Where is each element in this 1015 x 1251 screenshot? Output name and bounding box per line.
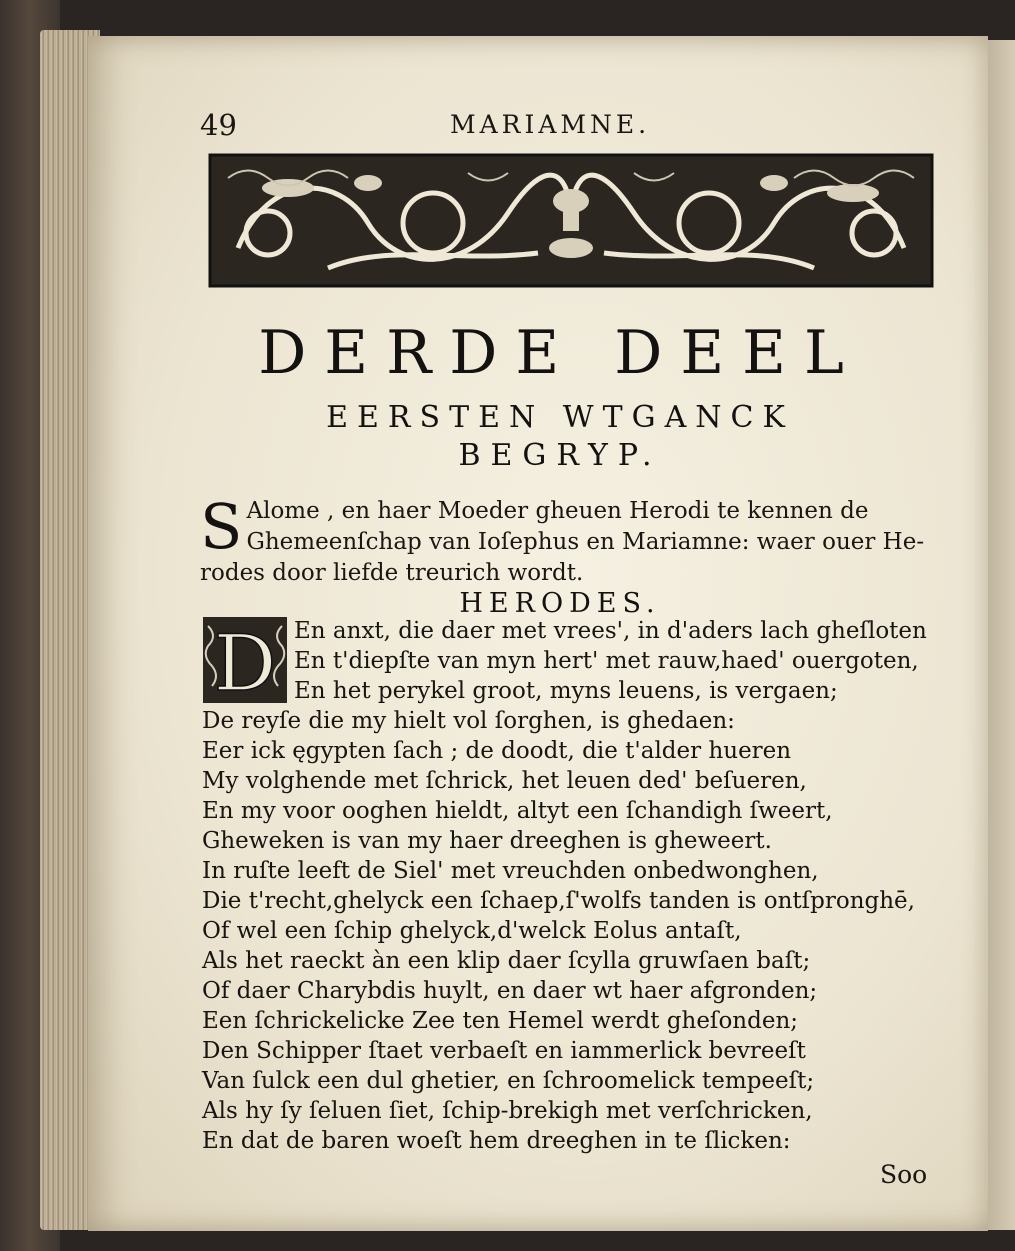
ornamental-headpiece <box>208 153 934 288</box>
verse-line: En het perykel groot, myns leuens, is vergaen; <box>294 678 838 704</box>
page-number: 49 <box>200 108 237 142</box>
argument-line-2: Ghemeenſchap van Ioſephus en Mariamne: waer ouer He- <box>246 529 925 555</box>
verse-line: My volghende met ſchrick, het leuen ded' beſueren, <box>202 768 807 794</box>
speaker-name: HERODES. <box>459 588 661 619</box>
verse-line: Of wel een ſchip ghelyck,d'welck Eolus antaſt, <box>202 918 742 944</box>
verse-line: Den Schipper ſtaet verbaeſt en iammerlick bevreeſt <box>202 1038 806 1064</box>
verse-line: Als hy ſy ſeluen ſiet, ſchip-brekigh met verſchricken, <box>202 1098 813 1124</box>
verse-line: En t'diepſte van myn hert' met rauw,haed' ouergoten, <box>294 648 919 674</box>
verse-line: Een ſchrickelicke Zee ten Hemel werdt gheſonden; <box>202 1008 799 1034</box>
running-head <box>200 108 920 144</box>
section-title: DERDE DEEL <box>258 318 862 388</box>
verse-line: Van ſulck een dul ghetier, en ſchroomelick tempeeſt; <box>202 1068 815 1094</box>
section-subtitle-2: BEGRYP. <box>458 438 662 473</box>
verse-line: En dat de baren woeſt hem dreeghen in te ſlicken: <box>202 1128 791 1154</box>
verse-line: Als het raeckt àn een klip daer ſcylla gruwſaen baſt; <box>202 948 811 974</box>
verse-line: En anxt, die daer met vrees', in d'aders lach gheſloten <box>294 618 927 644</box>
argument-line-3: rodes door liefde treurich wordt. <box>200 560 584 586</box>
verse-line: En my voor ooghen hieldt, altyt een ſchandigh ſweert, <box>202 798 833 824</box>
catchword: Soo <box>880 1160 928 1189</box>
drop-cap-letter: D <box>213 619 277 704</box>
argument-line-1: Alome , en haer Moeder gheuen Herodi te kennen de <box>246 498 869 524</box>
section-subtitle: EERSTEN WTGANCK <box>326 400 794 435</box>
verse-line: Gheweken is van my haer dreeghen is gheweert. <box>202 828 772 854</box>
verse-line: Die t'recht,ghelyck een ſchaep,ſ'wolfs tanden is ontſpronghē, <box>202 888 915 914</box>
verse-line: Of daer Charybdis huylt, en daer wt haer afgronden; <box>202 978 818 1004</box>
running-title: MARIAMNE. <box>450 110 651 139</box>
argument-initial: S <box>200 490 243 563</box>
argument-paragraph <box>200 490 940 589</box>
verse-line: In ruſte leeft de Siel' met vreuchden onbedwonghen, <box>202 858 819 884</box>
decorated-drop-cap <box>202 616 288 704</box>
verse-line: De reyſe die my hielt vol ſorghen, is ghedaen: <box>202 708 735 734</box>
verse-line: Eer ick ęgypten ſach ; de doodt, die t'alder hueren <box>202 738 792 764</box>
